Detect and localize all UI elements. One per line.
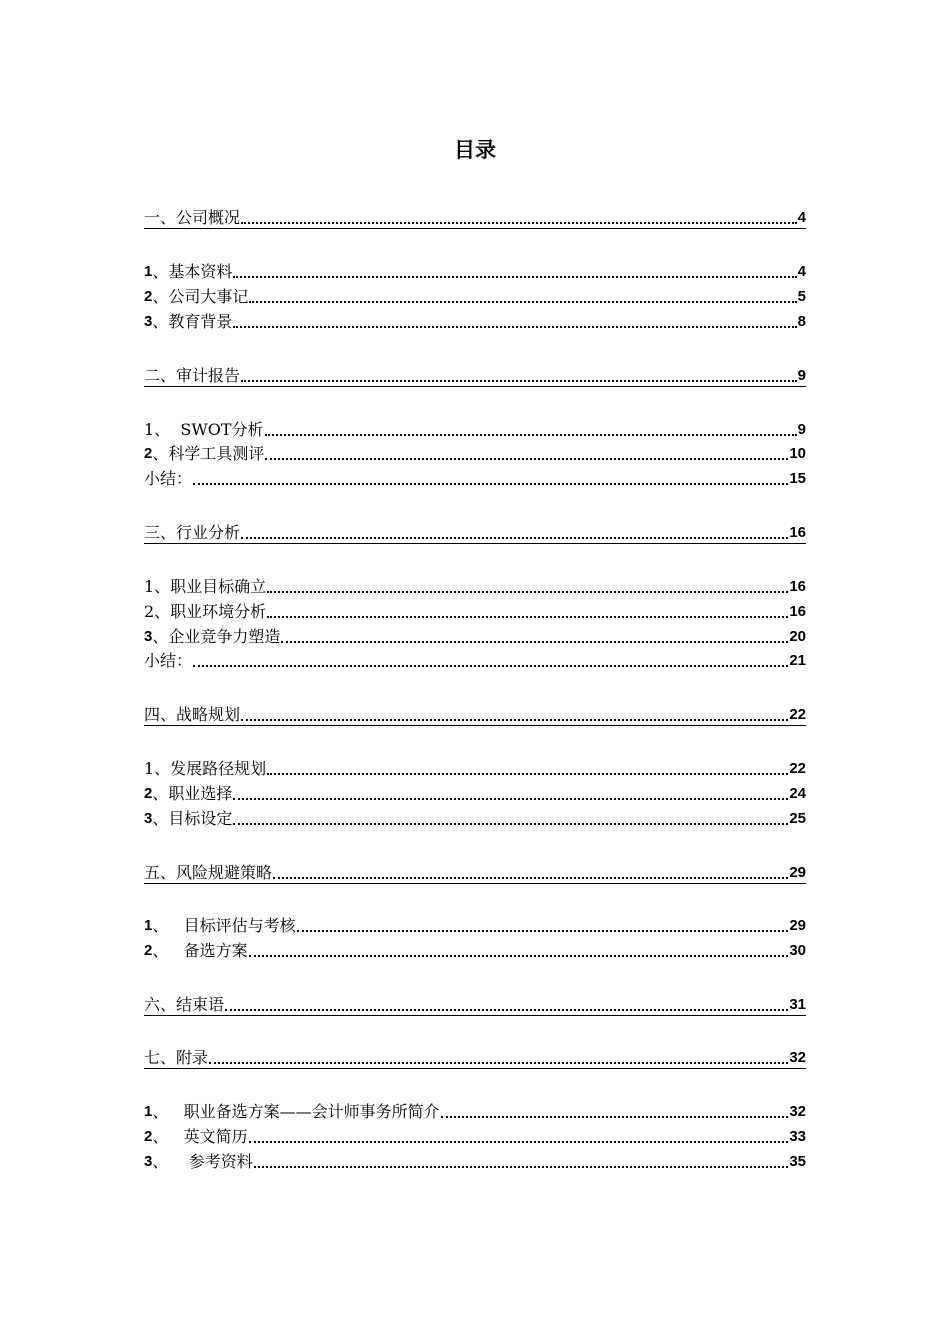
toc-dot-leader xyxy=(249,955,789,957)
toc-entry-number: 3 xyxy=(144,810,153,827)
toc-page-number: 4 xyxy=(797,209,806,226)
toc-page-number: 33 xyxy=(789,1128,806,1145)
toc-entry-label: 、科学工具测评 xyxy=(152,444,265,463)
toc-chapter-entry[interactable] xyxy=(144,703,806,726)
toc-chapter-entry[interactable] xyxy=(144,364,806,387)
toc-page-number: 24 xyxy=(789,785,806,802)
toc-dot-leader xyxy=(281,641,788,643)
toc-dot-leader xyxy=(265,434,797,436)
toc-entry-label: 、企业竞争力塑造 xyxy=(152,627,281,646)
toc-dot-leader xyxy=(241,222,797,224)
toc-entry[interactable] xyxy=(144,939,806,961)
toc-page-number: 16 xyxy=(789,578,806,595)
toc-entry-number: 1 xyxy=(144,263,153,280)
toc-chapter-entry[interactable] xyxy=(144,1046,806,1069)
toc-dot-leader xyxy=(297,930,789,932)
toc-page-number: 5 xyxy=(797,288,806,305)
document-title: 目录 xyxy=(454,137,496,162)
toc-dot-leader xyxy=(233,823,788,825)
toc-chapter-entry[interactable] xyxy=(144,206,806,229)
toc-entry-label: 小结： xyxy=(144,651,193,670)
toc-entry-label: 七、附录 xyxy=(144,1048,209,1067)
toc-entry-label: 、职业选择 xyxy=(152,784,233,803)
toc-dot-leader xyxy=(233,276,796,278)
toc-entry-label: 、 目标评估与考核 xyxy=(152,916,296,935)
toc-dot-leader xyxy=(249,301,796,303)
toc-page-number: 8 xyxy=(797,313,806,330)
toc-entry[interactable] xyxy=(144,757,806,779)
toc-entry[interactable] xyxy=(144,1100,806,1122)
toc-dot-leader xyxy=(241,537,788,539)
toc-page-number: 16 xyxy=(789,603,806,620)
toc-dot-leader xyxy=(265,458,788,460)
toc-entry-number: 2 xyxy=(144,1128,153,1145)
toc-page-number: 16 xyxy=(789,524,806,541)
toc-entry-number: 3 xyxy=(144,313,153,330)
toc-entry-label: 、 英文简历 xyxy=(152,1127,248,1146)
toc-dot-leader xyxy=(209,1062,788,1064)
toc-page-number: 4 xyxy=(797,263,806,280)
toc-entry[interactable] xyxy=(144,600,806,622)
toc-dot-leader xyxy=(241,380,797,382)
toc-page-number: 32 xyxy=(789,1103,806,1120)
toc-dot-leader xyxy=(267,591,788,593)
toc-entry-label: 三、行业分析 xyxy=(144,523,241,542)
toc-chapter-entry[interactable] xyxy=(144,521,806,544)
toc-entry-label: 、基本资料 xyxy=(152,262,233,281)
toc-dot-leader xyxy=(193,483,788,485)
toc-chapter-entry[interactable] xyxy=(144,861,806,884)
toc-entry[interactable] xyxy=(144,914,806,936)
toc-entry-label: 四、战略规划 xyxy=(144,705,241,724)
toc-entry-label: 、 参考资料 xyxy=(152,1152,253,1171)
toc-entry-label: 五、风险规避策略 xyxy=(144,863,273,882)
toc-entry[interactable] xyxy=(144,649,806,671)
toc-page-number: 31 xyxy=(789,996,806,1013)
toc-dot-leader xyxy=(233,326,796,328)
toc-entry-number: 1 xyxy=(144,1103,153,1120)
toc-entry[interactable] xyxy=(144,807,806,829)
toc-entry-label: 、目标设定 xyxy=(152,809,233,828)
toc-dot-leader xyxy=(233,798,788,800)
toc-entry[interactable] xyxy=(144,782,806,804)
toc-entry-label: 1、职业目标确立 xyxy=(144,577,267,596)
toc-entry-number: 3 xyxy=(144,628,153,645)
toc-page-number: 9 xyxy=(797,367,806,384)
toc-page-number: 35 xyxy=(789,1153,806,1170)
toc-entry-label: 2、职业环境分析 xyxy=(144,602,267,621)
toc-page-number: 22 xyxy=(789,760,806,777)
toc-entry[interactable] xyxy=(144,1125,806,1147)
toc-entry-number: 2 xyxy=(144,785,153,802)
toc-chapter-entry[interactable] xyxy=(144,993,806,1016)
toc-dot-leader xyxy=(267,616,788,618)
toc-page-number: 22 xyxy=(789,706,806,723)
toc-entry[interactable] xyxy=(144,575,806,597)
toc-entry[interactable] xyxy=(144,442,806,464)
toc-page-number: 25 xyxy=(789,810,806,827)
toc-dot-leader xyxy=(225,1009,788,1011)
toc-entry-label: 1、发展路径规划 xyxy=(144,759,267,778)
toc-entry[interactable] xyxy=(144,260,806,282)
toc-entry-number: 2 xyxy=(144,942,153,959)
toc-dot-leader xyxy=(241,719,788,721)
toc-entry-label: 、 备选方案 xyxy=(152,941,248,960)
toc-entry-number: 2 xyxy=(144,445,153,462)
toc-entry-label: 六、结束语 xyxy=(144,995,225,1014)
toc-entry-label: 、公司大事记 xyxy=(152,287,249,306)
toc-entry-label: 二、审计报告 xyxy=(144,366,241,385)
toc-entry-number: 3 xyxy=(144,1153,153,1170)
toc-dot-leader xyxy=(267,773,788,775)
toc-entry[interactable] xyxy=(144,467,806,489)
toc-entry-label: 小结： xyxy=(144,469,193,488)
toc-entry[interactable] xyxy=(144,310,806,332)
toc-dot-leader xyxy=(273,877,788,879)
toc-page-number: 29 xyxy=(789,917,806,934)
toc-page-number: 20 xyxy=(789,628,806,645)
toc-page-number: 15 xyxy=(789,470,806,487)
toc-entry-label: 、教育背景 xyxy=(152,312,233,331)
toc-entry[interactable] xyxy=(144,285,806,307)
toc-entry[interactable] xyxy=(144,625,806,647)
toc-page-number: 9 xyxy=(797,421,806,438)
toc-page-number: 29 xyxy=(789,864,806,881)
toc-entry-number: 2 xyxy=(144,288,153,305)
toc-entry-label: 、 职业备选方案——会计师事务所简介 xyxy=(152,1102,440,1121)
toc-entry-label: 一、公司概况 xyxy=(144,208,241,227)
toc-entry[interactable] xyxy=(144,418,806,440)
toc-dot-leader xyxy=(193,665,788,667)
toc-page-number: 21 xyxy=(789,652,806,669)
toc-page-number: 10 xyxy=(789,445,806,462)
toc-dot-leader xyxy=(254,1166,789,1168)
toc-entry-label: 1、 SWOT分析 xyxy=(144,420,264,439)
toc-page-number: 30 xyxy=(789,942,806,959)
toc-page-number: 32 xyxy=(789,1049,806,1066)
toc-entry[interactable] xyxy=(144,1150,806,1172)
toc-dot-leader xyxy=(441,1116,789,1118)
toc-dot-leader xyxy=(249,1141,789,1143)
toc-entry-number: 1 xyxy=(144,917,153,934)
